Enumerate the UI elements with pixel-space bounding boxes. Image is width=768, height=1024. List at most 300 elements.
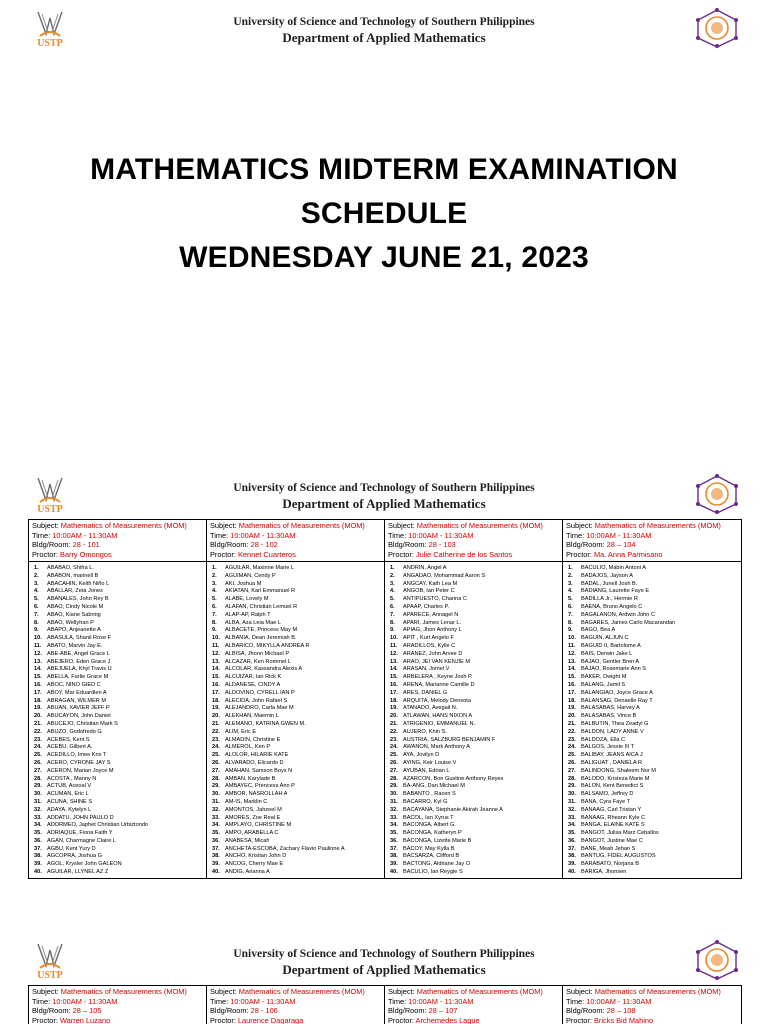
university-name: University of Science and Technology of Southern Philippines [233, 16, 535, 28]
row-number: 19. [212, 705, 220, 712]
list-item [387, 565, 560, 573]
list-item [565, 760, 739, 768]
list-item [31, 846, 204, 854]
student-name: ABACAHIN, Keith Niño L [47, 580, 110, 587]
student-name: ALBANIA, Dean Jeremiah B. [225, 635, 297, 642]
row-number: 15. [34, 674, 42, 681]
student-name: BADILLA Jr., Hermie R [581, 596, 638, 603]
room-line-value: 28 – 107 [428, 1006, 458, 1015]
list-item [387, 635, 560, 643]
row-number: 34. [34, 822, 42, 829]
time-line [32, 997, 203, 1007]
subject-line-value: Mathematics of Measurements (MOM) [594, 987, 721, 996]
time-line [210, 531, 381, 541]
row-number: 12. [34, 650, 42, 657]
student-name: ADAYA, Kytelyn L [47, 806, 92, 813]
list-item [209, 869, 382, 877]
student-name: AÑABESA, Micah [225, 837, 270, 844]
row-number: 13. [212, 658, 220, 665]
student-name: ALCAZAR, Ken Rommel L [225, 658, 291, 665]
list-item [565, 651, 739, 659]
room-line [388, 1006, 559, 1016]
row-number: 32. [212, 806, 220, 813]
row-number: 11. [568, 642, 576, 649]
row-number: 8. [568, 619, 573, 626]
row-number: 10. [568, 635, 576, 642]
row-number: 31. [34, 798, 42, 805]
time-line-label: Time: [210, 996, 231, 1006]
list-item [387, 830, 560, 838]
student-name: ADORMEO, Japhet Christian Urbiztondo [47, 822, 149, 829]
row-number: 27. [212, 767, 220, 774]
subject-line-label: Subject: [210, 987, 239, 996]
time-line-value: 10:00AM - 11:30AM [408, 530, 474, 540]
list-item [209, 807, 382, 815]
list-item [31, 853, 204, 861]
room-line [210, 540, 381, 550]
row-number: 23. [568, 736, 576, 743]
student-name: ACERON, Marian Joyce M [47, 767, 114, 774]
list-item [209, 573, 382, 581]
row-number: 15. [390, 674, 398, 681]
student-name: BALANGIAO, Joyce Grace A [581, 689, 653, 696]
row-number: 34. [568, 822, 576, 829]
list-item [209, 853, 382, 861]
student-name: ACEBES, Kent S [47, 736, 90, 743]
row-number: 7. [34, 611, 39, 618]
list-item [565, 815, 739, 823]
room-line-value: 28 - 102 [250, 540, 278, 549]
list-item [209, 799, 382, 807]
room-line [32, 540, 203, 550]
student-name: ALBA, Aza Leia Mae L [225, 619, 281, 626]
room-line-label: Bldg/Room: [566, 540, 607, 549]
list-item [565, 768, 739, 776]
subject-line [566, 521, 738, 531]
student-name: ABALLAR, Zeta Jones [47, 588, 103, 595]
subject-line-label: Subject: [32, 521, 61, 530]
student-name: AMBOR, NASROLLAH A [225, 791, 288, 798]
list-item [209, 627, 382, 635]
student-name: AGAN, Charmagne Claire L [47, 837, 117, 844]
university-name: University of Science and Technology of Southern Philippines [233, 948, 535, 960]
student-name: BACTONG, Aldriane Jay O [403, 861, 471, 868]
schedule-column [385, 520, 563, 878]
subject-line-value: Mathematics of Measurements (MOM) [60, 987, 187, 996]
time-line-label: Time: [32, 530, 53, 540]
subject-line [32, 987, 203, 997]
row-number: 24. [390, 744, 398, 751]
list-item [565, 744, 739, 752]
row-number: 20. [212, 713, 220, 720]
list-item [565, 807, 739, 815]
student-name: BALINDONG, Shaleem Nor M [581, 767, 656, 774]
student-name: ALAFAN, Christian Lemuel R [225, 603, 298, 610]
student-name: BANE, Meah Jehan S [581, 845, 636, 852]
list-item [565, 791, 739, 799]
row-number: 38. [568, 853, 576, 860]
student-list [385, 562, 562, 878]
list-item [31, 791, 204, 799]
row-number: 38. [212, 853, 220, 860]
time-line-value: 10:00AM - 11:30AM [408, 996, 474, 1006]
list-item [209, 635, 382, 643]
page-header-1 [0, 6, 768, 50]
student-name: BA-ANG, Dan Michael M [403, 783, 465, 790]
student-name: BACAYANA, Stephanie Akirah Jeanne A [403, 806, 503, 813]
student-name: ALDOVINO, CYRELL IAN P [225, 689, 295, 696]
student-name: AREÑA, Marianne Camille D [403, 681, 475, 688]
row-number: 29. [390, 783, 398, 790]
student-name: ACUMAN, Eric L [47, 791, 89, 798]
room-line-value: 28 – 104 [606, 540, 636, 549]
list-item [387, 752, 560, 760]
subject-line-label: Subject: [566, 521, 595, 530]
row-number: 2. [568, 572, 573, 579]
row-number: 21. [390, 720, 398, 727]
row-number: 29. [34, 783, 42, 790]
list-item [387, 581, 560, 589]
row-number: 18. [568, 697, 576, 704]
list-item [31, 635, 204, 643]
time-line [566, 531, 738, 541]
student-name: BALASABAS, Harvey A [581, 705, 640, 712]
subject-line-label: Subject: [32, 987, 61, 996]
list-item [387, 776, 560, 784]
list-item [387, 674, 560, 682]
list-item [31, 581, 204, 589]
student-name: ATANADO, Avegail N. [403, 705, 458, 712]
row-number: 12. [390, 650, 398, 657]
list-item [31, 651, 204, 659]
student-name: BACONGA, Katheryn P [403, 830, 462, 837]
list-item [31, 822, 204, 830]
list-item [387, 783, 560, 791]
list-item [31, 861, 204, 869]
row-number: 30. [568, 791, 576, 798]
subject-line-value: Mathematics of Measurements (MOM) [416, 521, 543, 530]
student-name: BALANSAG, Denaelle Ray T [581, 697, 653, 704]
student-name: BALIGUAT , DANIELA R [581, 759, 643, 766]
list-item [387, 666, 560, 674]
room-line-label: Bldg/Room: [388, 1006, 429, 1015]
subject-line [210, 521, 381, 531]
svg-text:USTP: USTP [37, 970, 63, 980]
row-number: 21. [34, 720, 42, 727]
student-name: ABELLA, Farlie Grace M [47, 674, 109, 681]
list-item [565, 838, 739, 846]
student-name: AWANON, Mark Anthony A [403, 744, 471, 751]
room-line-value: 28 - 101 [72, 540, 100, 549]
student-name: AGOL, Krysler John GALEON [47, 861, 122, 868]
student-name: ALIM, Eric E [225, 728, 257, 735]
list-item [387, 737, 560, 745]
list-item [209, 783, 382, 791]
list-item [31, 838, 204, 846]
list-item [209, 565, 382, 573]
column-header [563, 986, 741, 1024]
student-name: ANCOG, Cherry Mae E [225, 861, 284, 868]
student-name: ANDIG, Arianna A [225, 869, 270, 876]
list-item [31, 596, 204, 604]
list-item [565, 705, 739, 713]
proctor-line [210, 1016, 381, 1024]
proctor-line [388, 1016, 559, 1024]
row-number: 17. [34, 689, 42, 696]
room-line [32, 1006, 203, 1016]
student-name: AGUILAR, Maxinne Marie L [225, 565, 295, 571]
row-number: 35. [390, 830, 398, 837]
time-line [32, 531, 203, 541]
student-name: BALDOZA, Ella C [581, 736, 626, 743]
student-name: ANCHO, Kristian John D [225, 853, 287, 860]
list-item [209, 822, 382, 830]
list-item [31, 815, 204, 823]
column-header [207, 986, 384, 1024]
list-item [209, 682, 382, 690]
list-item [387, 705, 560, 713]
row-number: 26. [212, 759, 220, 766]
student-name: ACERO, CYRONE JAY S [47, 759, 111, 766]
student-name: AMBAN, Karylade B [225, 775, 276, 782]
time-line-label: Time: [566, 996, 587, 1006]
student-name: AMAHAN, Samson Boys N [225, 767, 293, 774]
student-name: BANGOT, Justine Mae C [581, 837, 643, 844]
time-line-value: 10:00AM - 11:30AM [230, 996, 296, 1006]
list-item [387, 596, 560, 604]
row-number: 9. [34, 627, 39, 634]
student-name: APARI, James Lenar L. [403, 619, 462, 626]
row-number: 12. [212, 650, 220, 657]
list-item [565, 752, 739, 760]
list-item [209, 791, 382, 799]
student-name: ABRAGAN, WILMER M [47, 697, 107, 704]
proctor-line-label: Proctor: [566, 549, 594, 559]
student-name: ABAO, Cindy Nicole M [47, 603, 104, 610]
student-name: ABE-ABE, Angel Grace L [47, 650, 110, 657]
student-name: BANGA, ELAINE KATE S [581, 822, 645, 829]
department-name: Department of Applied Mathematics [282, 962, 486, 977]
list-item [387, 807, 560, 815]
time-line [210, 997, 381, 1007]
student-name: APIT , Kurt Angelo F [403, 635, 454, 642]
list-item [565, 783, 739, 791]
row-number: 9. [568, 627, 573, 634]
row-number: 33. [390, 814, 398, 821]
column-header [29, 520, 206, 562]
row-number: 17. [568, 689, 576, 696]
student-name: ABAPO, Anjeanette A [47, 627, 101, 634]
schedule-column [563, 986, 741, 1024]
list-item [387, 861, 560, 869]
list-item [209, 666, 382, 674]
row-number: 34. [390, 822, 398, 829]
row-number: 10. [212, 635, 220, 642]
row-number: 17. [390, 689, 398, 696]
list-item [387, 573, 560, 581]
row-number: 7. [568, 611, 573, 618]
list-item [565, 721, 739, 729]
subject-line [566, 987, 738, 997]
student-name: ABUZO, Godofredo G [47, 728, 102, 735]
list-item [565, 643, 739, 651]
student-name: AMPLAYO, CHRISTINE M [225, 822, 292, 829]
row-number: 36. [568, 837, 576, 844]
math-department-seal-icon [692, 474, 742, 514]
student-name: ABOC, NIÑO GIED C [47, 681, 101, 688]
proctor-line [32, 550, 203, 560]
proctor-line [388, 550, 559, 560]
room-line-label: Bldg/Room: [210, 1006, 251, 1015]
list-item [209, 620, 382, 628]
list-item [565, 588, 739, 596]
list-item [31, 768, 204, 776]
list-item [387, 682, 560, 690]
student-name: ADRIAQUE, Fiona Faith Y [47, 830, 113, 837]
student-name: ABABON, marinell B [47, 572, 99, 579]
student-name: ALAP-AP, Ralph T [225, 611, 271, 618]
title-line-2: SCHEDULE [300, 197, 468, 230]
row-number: 14. [212, 666, 220, 673]
student-name: ANDRIN, Angel A [403, 565, 447, 571]
time-line-label: Time: [388, 996, 409, 1006]
list-item [31, 729, 204, 737]
student-name: AUJERO, Khin S. [403, 728, 447, 735]
list-item [387, 744, 560, 752]
room-line-value: 28 – 108 [606, 1006, 636, 1015]
row-number: 30. [390, 791, 398, 798]
row-number: 3. [568, 580, 573, 587]
row-number: 11. [390, 642, 398, 649]
row-number: 8. [212, 619, 217, 626]
student-name: ACTUB, Aceoal V [47, 783, 92, 790]
list-item [31, 620, 204, 628]
list-item [31, 604, 204, 612]
list-item [387, 838, 560, 846]
list-item [387, 627, 560, 635]
list-item [31, 721, 204, 729]
row-number: 2. [390, 572, 395, 579]
student-name: ALDANESE, CINDY A [225, 681, 281, 688]
row-number: 27. [568, 767, 576, 774]
student-name: AYING, Keir Louise V [403, 759, 457, 766]
row-number: 39. [568, 861, 576, 868]
proctor-line-value: Ma. Anna Parmisano [593, 549, 663, 559]
student-name: AMBAYEC, Prencess Ann P [225, 783, 295, 790]
schedule-table-2 [28, 985, 742, 1024]
title-line-1: MATHEMATICS MIDTERM EXAMINATION [90, 153, 678, 186]
row-number: 26. [568, 759, 576, 766]
student-name: ALBACETE, Princess May M [225, 627, 298, 634]
row-number: 18. [34, 697, 42, 704]
student-name: ARASAN, Jomel V [403, 666, 450, 673]
student-name: BACULIO, Ian Reygie S [403, 869, 463, 876]
row-number: 16. [568, 681, 576, 688]
student-name: ALEJANDRO, Carla Mae M [225, 705, 294, 712]
row-number: 28. [390, 775, 398, 782]
proctor-line-value: Archemedes Lague [415, 1015, 480, 1024]
student-name: ABOY, Mar Eduardlen A [47, 689, 107, 696]
proctor-line-value: Julie Catherine de los Santos [415, 549, 513, 559]
student-name: BACOY, May Kylla B [403, 845, 455, 852]
math-department-seal-icon [692, 940, 742, 980]
list-item [387, 869, 560, 877]
list-item [387, 768, 560, 776]
row-number: 31. [390, 798, 398, 805]
room-line-value: 28 - 103 [428, 540, 456, 549]
list-item [387, 612, 560, 620]
student-name: BAKER, Dwight M [581, 674, 627, 681]
column-header [563, 520, 741, 562]
list-item [209, 721, 382, 729]
student-name: BARABATO, Norjana B [581, 861, 639, 868]
list-item [209, 815, 382, 823]
student-name: ARES, DANIEL G [403, 689, 448, 696]
list-item [387, 690, 560, 698]
list-item [387, 791, 560, 799]
student-name: ALOLOR, HILARIE KATE [225, 752, 289, 759]
list-item [387, 846, 560, 854]
exam-title [0, 148, 768, 280]
row-number: 1. [568, 565, 573, 571]
student-name: BAGO, Bea A [581, 627, 616, 634]
list-item [565, 627, 739, 635]
list-item [565, 565, 739, 573]
student-name: AZARCON, Bon Gustine Anthony Reyes [403, 775, 504, 782]
list-item [565, 846, 739, 854]
list-item [209, 713, 382, 721]
column-header [385, 986, 562, 1024]
student-name: ABABAO, Shifra L. [47, 565, 94, 571]
row-number: 37. [568, 845, 576, 852]
row-number: 18. [212, 697, 220, 704]
list-item [565, 737, 739, 745]
list-item [565, 822, 739, 830]
student-name: ANGOB, Ian Peter C [403, 588, 455, 595]
list-item [565, 713, 739, 721]
subject-line-value: Mathematics of Measurements (MOM) [594, 521, 721, 530]
student-name: BAIS, Derwin Jake L [581, 650, 633, 657]
row-number: 9. [390, 627, 395, 634]
row-number: 1. [34, 565, 39, 571]
time-line-value: 10:00AM - 11:30AM [230, 530, 296, 540]
proctor-line-label: Proctor: [210, 1015, 238, 1024]
student-name: BANAAG, Rheann Kyle C [581, 814, 646, 821]
list-item [565, 853, 739, 861]
list-item [565, 659, 739, 667]
student-name: AKIATAN, Karl Emmanuel R [225, 588, 296, 595]
list-item [31, 659, 204, 667]
row-number: 23. [390, 736, 398, 743]
schedule-column [207, 986, 385, 1024]
row-number: 38. [34, 853, 42, 860]
list-item [565, 799, 739, 807]
list-item [565, 682, 739, 690]
student-name: BALGOS, Jessie III T [581, 744, 635, 751]
row-number: 32. [34, 806, 42, 813]
list-item [387, 620, 560, 628]
proctor-line-label: Proctor: [388, 1015, 416, 1024]
student-name: BANAAG, Carl Tristan Y [581, 806, 642, 813]
list-item [31, 830, 204, 838]
list-item [387, 643, 560, 651]
list-item [31, 588, 204, 596]
list-item [209, 659, 382, 667]
row-number: 13. [568, 658, 576, 665]
row-number: 27. [34, 767, 42, 774]
list-item [209, 705, 382, 713]
list-item [209, 581, 382, 589]
